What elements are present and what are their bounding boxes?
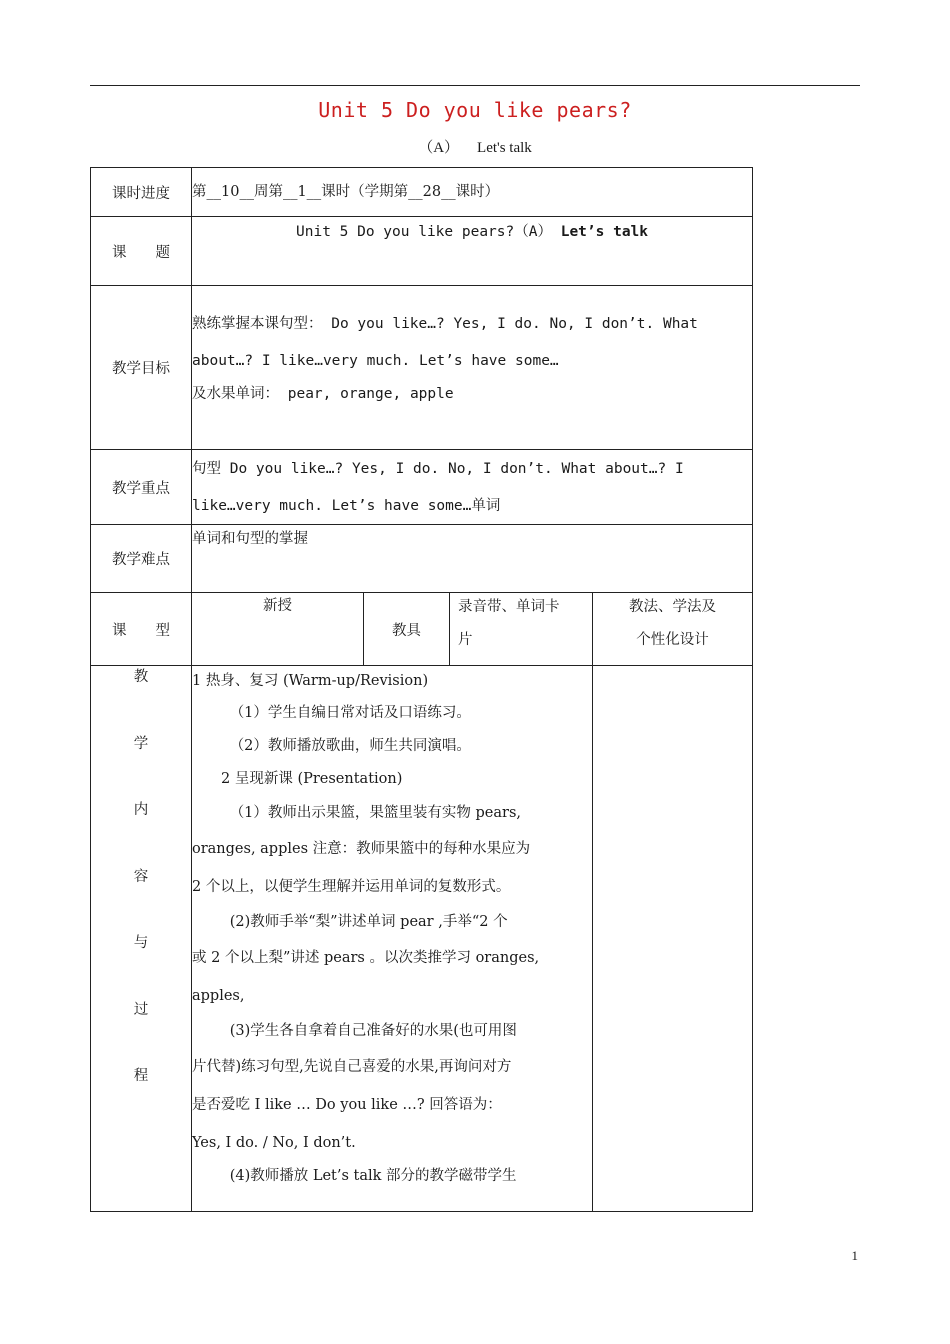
content-line-10: apples, (192, 988, 245, 1004)
label-char-6: 过 (133, 1001, 149, 1018)
label-tools: 教具 (364, 593, 450, 666)
header-rule (90, 85, 860, 86)
label-topic-text: 课 题 (112, 244, 170, 261)
content-line-5: （1）教师出示果篮，果篮里装有实物 pears, (229, 805, 522, 821)
document-title: Unit 5 Do you like pears? (318, 98, 632, 122)
label-char-7: 程 (133, 1068, 149, 1084)
value-difficulties: 单词和句型的掌握 (192, 525, 753, 593)
content-line-6: oranges, apples 注意：教师果篮中的每种水果应为 (192, 841, 531, 857)
value-goals (192, 286, 753, 450)
label-type: 课 型 (91, 593, 192, 666)
document-subtitle (0, 136, 950, 157)
lesson-plan-table (90, 167, 753, 1212)
subtitle-part: （A） (418, 140, 460, 156)
row-type (91, 593, 753, 666)
key-line-2: like…very much. Let’s have some…单词 (192, 498, 501, 514)
design-notes-cell (593, 666, 753, 1212)
content-line-1: 1 热身、复习 (Warm-up/Revision) (192, 673, 429, 689)
label-char-1: 教 (133, 669, 149, 685)
content-line-3: （2）教师播放歌曲，师生共同演唱。 (229, 738, 471, 754)
goal-line-3: 及水果单词： pear, orange, apple (192, 386, 454, 402)
value-key-points (192, 450, 753, 525)
label-goals: 教学目标 (91, 286, 192, 450)
row-goals (91, 286, 753, 450)
value-type: 新授 (192, 593, 364, 666)
label-topic (91, 217, 192, 286)
content-line-11: (3)学生各自拿着自己准备好的水果(也可用图 (229, 1023, 517, 1039)
tools-line-1: 录音带、单词卡 (458, 599, 560, 615)
design-label-1: 教法、学法及 (629, 599, 716, 615)
label-char-4: 容 (133, 868, 149, 885)
row-topic (91, 217, 753, 286)
value-progress: 第__10__周第__1__课时（学期第__28__课时） (192, 168, 753, 217)
content-line-9: 或 2 个以上梨”讲述 pears 。以次类推学习 oranges, (192, 950, 540, 966)
row-key-points (91, 450, 753, 525)
content-line-15: (4)教师播放 Let’s talk 部分的教学磁带学生 (229, 1168, 517, 1184)
label-content-vertical (91, 666, 192, 1212)
tools-line-2: 片 (458, 632, 473, 648)
design-header (593, 593, 753, 666)
label-char-2: 学 (133, 735, 149, 752)
subtitle-name: Let's talk (477, 140, 532, 156)
content-line-8: (2)教师手举“梨”讲述单词 pear ,手举“2 个 (229, 914, 508, 930)
value-topic (192, 217, 753, 286)
goal-line-1: 熟练掌握本课句型： Do you like…? Yes, I do. No, I don’t. What (192, 316, 698, 332)
topic-plain: Unit 5 Do you like pears?（A） (296, 224, 552, 240)
key-line-1: 句型 Do you like…? Yes, I do. No, I don’t. What about…? I (192, 461, 684, 477)
row-difficulties (91, 525, 753, 593)
label-key-points: 教学重点 (91, 450, 192, 525)
goal-line-2: about…? I like…very much. Let’s have some… (192, 353, 559, 369)
row-progress (91, 168, 753, 217)
content-line-2: （1）学生自编日常对话及口语练习。 (229, 705, 471, 721)
topic-bold: Let’s talk (551, 224, 649, 240)
content-line-12: 片代替)练习句型,先说自己喜爱的水果,再询问对方 (192, 1059, 512, 1075)
label-difficulties: 教学难点 (91, 525, 192, 593)
value-content (192, 666, 593, 1212)
value-tools (450, 593, 593, 666)
content-line-7: 2 个以上，以便学生理解并运用单词的复数形式。 (192, 879, 511, 895)
content-line-13: 是否爱吃 I like … Do you like …? 回答语为： (192, 1097, 502, 1113)
label-progress: 课时进度 (91, 168, 192, 217)
label-char-3: 内 (133, 802, 149, 818)
page-number: 1 (851, 1248, 858, 1263)
row-content (91, 666, 753, 1212)
design-label-2: 个性化设计 (636, 632, 709, 648)
content-line-14: Yes, I do. / No, I don’t. (192, 1135, 356, 1151)
content-line-4: 2 呈现新课 (Presentation) (221, 771, 403, 787)
label-char-5: 与 (133, 935, 149, 951)
